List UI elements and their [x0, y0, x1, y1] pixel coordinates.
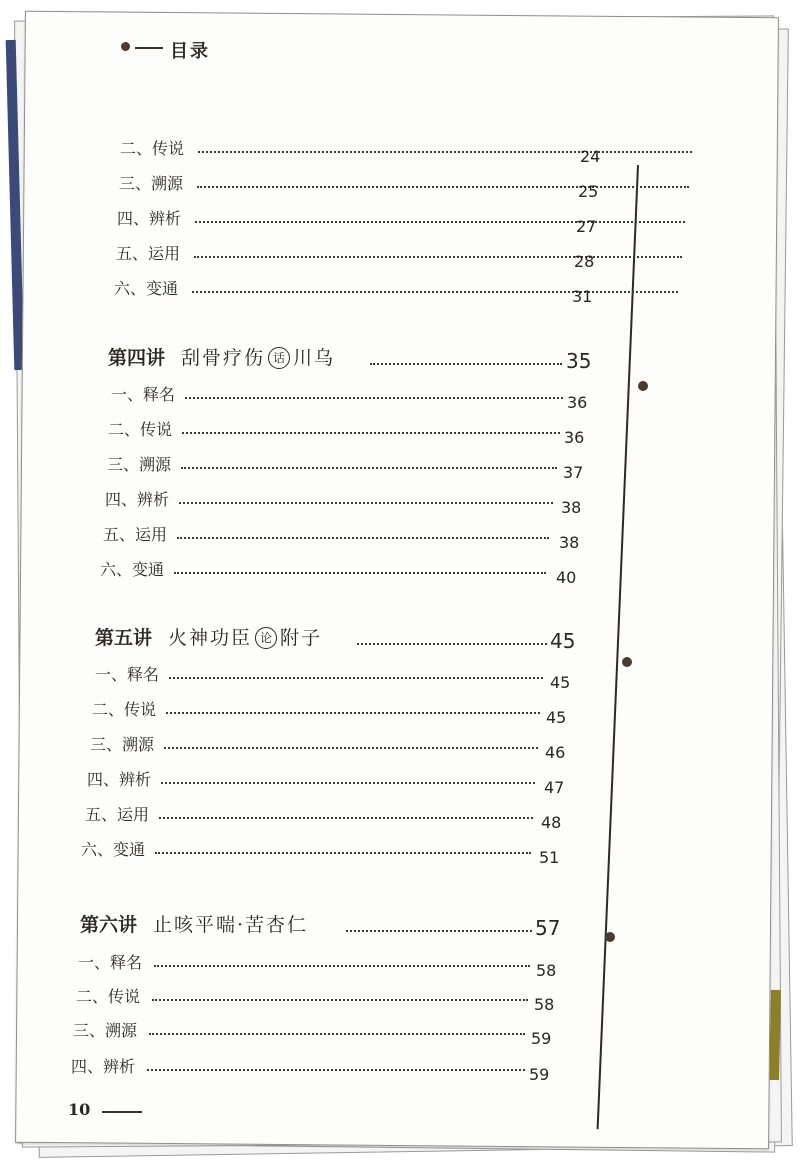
toc-entry-page: 37 — [563, 463, 584, 482]
toc-entry-page: 28 — [574, 252, 595, 271]
toc-entry-label: 五、运用 — [85, 805, 150, 824]
toc-entry-label: 二、传说 — [120, 139, 185, 158]
toc-entry-label: 五、运用 — [103, 525, 168, 544]
dot-leader — [195, 221, 685, 223]
toc-entry-label: 二、传说 — [92, 700, 157, 719]
toc-entry-page: 58 — [534, 995, 555, 1014]
chapter-title: 火神功臣 — [168, 627, 253, 649]
dot-leader — [182, 432, 560, 434]
toc-entry-label: 二、传说 — [76, 987, 141, 1006]
dot-leader — [147, 1069, 525, 1071]
toc-entry-page: 59 — [531, 1029, 552, 1048]
dot-leader — [197, 186, 689, 188]
dot-leader — [177, 537, 549, 539]
toc-entry-page: 36 — [564, 428, 585, 447]
toc-entry-label: 三、溯源 — [119, 174, 184, 193]
dot-leader — [166, 712, 540, 714]
dot-leader — [152, 999, 528, 1001]
toc-chapter-page: 35 — [566, 349, 592, 373]
toc-entry-page: 38 — [559, 533, 580, 552]
chapter-heading — [95, 625, 322, 651]
toc-entry-label: 六、变通 — [114, 279, 179, 298]
toc-entry-page: 59 — [529, 1065, 550, 1084]
dot-leader — [169, 677, 543, 679]
dot-leader — [149, 1033, 525, 1035]
circled-badge: 论 — [255, 627, 277, 649]
dot-leader — [159, 817, 533, 819]
toc-chapter-page: 45 — [550, 629, 576, 653]
circled-badge: 话 — [268, 347, 290, 369]
toc-entry-page: 27 — [576, 217, 597, 236]
dot-leader — [357, 643, 547, 645]
dot-leader — [185, 397, 563, 399]
chapter-number: 第四讲 — [108, 347, 166, 369]
toc-entry-label: 二、传说 — [108, 420, 173, 439]
dot-leader — [174, 572, 546, 574]
toc-entry-page: 31 — [572, 287, 593, 306]
page-title: 目录 — [170, 41, 210, 62]
toc-entry-page: 25 — [578, 182, 599, 201]
toc-entry-page: 24 — [580, 147, 601, 166]
toc-entry-label: 三、溯源 — [107, 455, 172, 474]
chapter-heading — [80, 912, 308, 938]
chapter-heading — [108, 345, 335, 371]
chapter-title: 刮骨疗伤 — [181, 347, 266, 369]
dot-leader — [346, 930, 532, 932]
toc-entry-page: 38 — [561, 498, 582, 517]
chapter-title: 止咳平喘·苦杏仁 — [153, 914, 309, 936]
dot-leader — [370, 363, 562, 365]
footer-rule — [102, 1111, 142, 1113]
dot-leader — [181, 467, 557, 469]
toc-entry-label: 三、溯源 — [90, 735, 155, 754]
dot-leader — [155, 852, 531, 854]
dot-leader — [192, 291, 678, 293]
chapter-number: 第六讲 — [80, 914, 138, 936]
dot-leader — [164, 747, 538, 749]
toc-entry-label: 一、释名 — [78, 953, 143, 972]
toc-entry-page: 40 — [556, 568, 577, 587]
toc-entry-label: 一、释名 — [95, 665, 160, 684]
chapter-number: 第五讲 — [95, 627, 153, 649]
toc-chapter-page: 57 — [535, 916, 561, 940]
toc-entry-label: 六、变通 — [81, 840, 146, 859]
dot-leader — [179, 502, 553, 504]
dot-leader — [194, 256, 682, 258]
toc-entry-label: 四、辨析 — [117, 209, 182, 228]
toc-entry-page: 45 — [550, 673, 571, 692]
dot-leader — [154, 965, 530, 967]
toc-entry-page: 48 — [541, 813, 562, 832]
toc-entry-page: 36 — [567, 393, 588, 412]
chapter-title-herb: 川乌 — [293, 347, 336, 369]
toc-entry-page: 45 — [546, 708, 567, 727]
chapter-title-herb: 附子 — [280, 627, 323, 649]
toc-entry-label: 六、变通 — [100, 560, 165, 579]
toc-entry-page: 51 — [539, 848, 560, 867]
toc-entry-label: 一、释名 — [111, 385, 176, 404]
dot-leader — [198, 151, 692, 153]
toc-entry-page: 46 — [545, 743, 566, 762]
dot-leader — [161, 782, 535, 784]
toc-entry-label: 四、辨析 — [87, 770, 152, 789]
page-number: 10 — [68, 1100, 91, 1119]
toc-entry-page: 58 — [536, 961, 557, 980]
toc-entry-label: 五、运用 — [116, 244, 181, 263]
toc-entry-page: 47 — [544, 778, 565, 797]
toc-entry-label: 四、辨析 — [105, 490, 170, 509]
toc-entry-label: 三、溯源 — [73, 1021, 138, 1040]
toc-entry-label: 四、辨析 — [71, 1057, 136, 1076]
